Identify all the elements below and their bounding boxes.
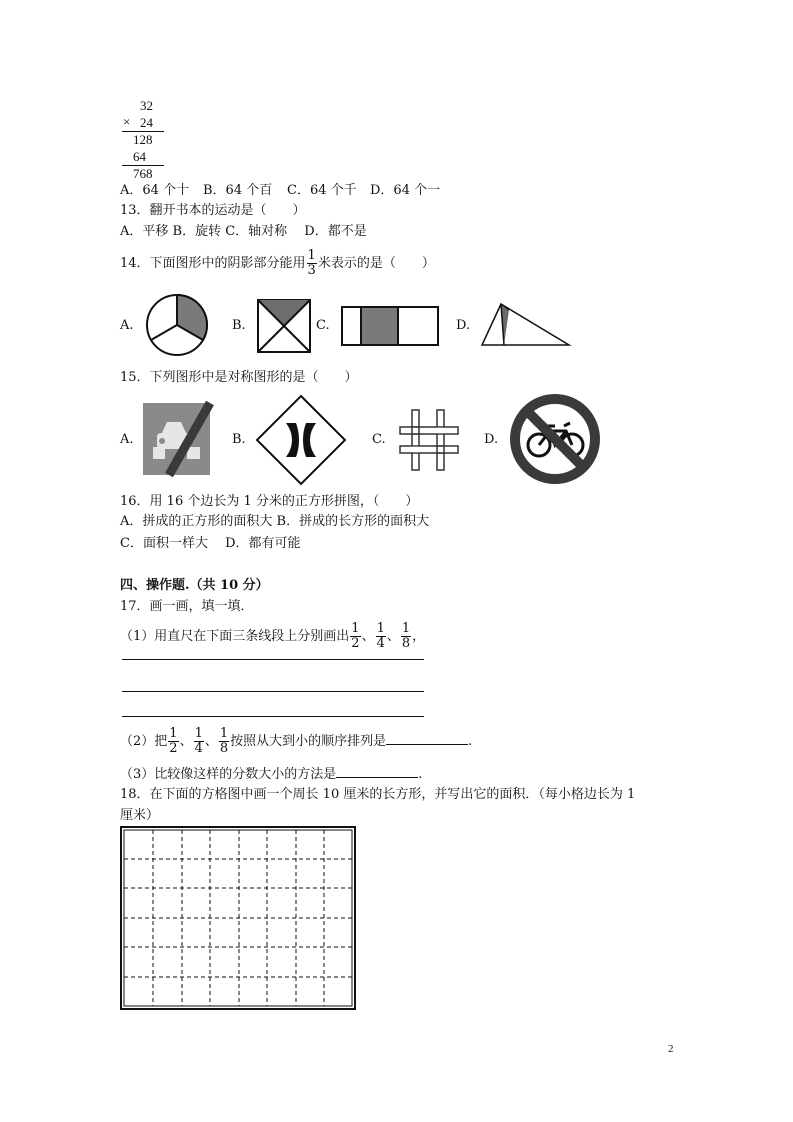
q14-figure-d-triangle (481, 302, 571, 348)
frac-den: 4 (376, 636, 385, 651)
q18-stem-line-2: 厘米） (120, 808, 160, 823)
q15-stem: 15．下列图形中是对称图形的是（ ） (120, 370, 358, 385)
frac-num: 1 (376, 621, 385, 636)
frac-num: 1 (351, 621, 360, 636)
separator: 、 (361, 629, 375, 644)
q14-fraction (307, 249, 317, 278)
q14-figure-a-circle (145, 294, 211, 356)
q12-option-c: C．64 个千 (287, 183, 357, 198)
frac-num: 1 (401, 621, 411, 636)
mult-second: 24 (140, 115, 153, 130)
q15-figure-a-no-overtaking-end-sign (143, 403, 210, 475)
frac-den: 4 (194, 741, 203, 756)
q16-options-line-1: A．拼成的正方形的面积大 B．拼成的长方形的面积大 (120, 514, 430, 529)
section-heading: 四、操作题.（共 10 分） (120, 578, 269, 593)
q17-stem: 17．画一画，填一填． (120, 599, 254, 614)
q17-part-2 (120, 724, 472, 760)
q18-grid[interactable] (120, 826, 356, 1010)
separator: 、 (179, 734, 193, 749)
q17-part-1-text: （1）用直尺在下面三条线段上分别画出 (120, 629, 350, 644)
frac-den: 2 (169, 741, 178, 756)
mult-operator: × (123, 114, 131, 129)
q18-stem-line-1: 18．在下面的方格图中画一个周长 10 厘米的长方形，并写出它的面积．（每小格边长为 1 (120, 787, 636, 802)
mult-top: 32 (140, 98, 153, 113)
q14-label-d: D. (456, 318, 471, 333)
comma: ， (412, 629, 426, 644)
q14-label-c: C. (316, 318, 330, 333)
q14-figure-b-square (257, 299, 311, 353)
frac-num: 1 (219, 726, 229, 741)
q15-figure-b-diamond-sign (256, 395, 346, 485)
q15-figure-d-no-bicycle-sign (509, 393, 601, 485)
q17-part-2-text-after: 按照从大到小的顺序排列是 (230, 734, 387, 749)
q16-stem: 16．用 16 个边长为 1 分米的正方形拼图，（ ） (120, 494, 419, 509)
q17-answer-blank-method[interactable] (336, 765, 418, 778)
mult-partial-2: 64 (133, 149, 146, 164)
q17-fraction-half (350, 622, 360, 651)
q14-label-b: B. (232, 318, 246, 333)
q15-label-b: B. (232, 432, 246, 447)
frac-num: 1 (194, 726, 203, 741)
mult-result: 768 (133, 166, 153, 181)
separator: 、 (204, 734, 218, 749)
q17-p2-fraction-quarter (194, 727, 204, 756)
frac-den: 8 (219, 741, 229, 756)
q14-frac-num: 1 (307, 248, 316, 263)
q17-part-3-text: （3）比较像这样的分数大小的方法是 (120, 767, 337, 782)
q12-option-b: B．64 个百 (203, 183, 273, 198)
q14-label-a: A. (120, 318, 134, 333)
separator: 、 (386, 629, 400, 644)
q14-stem-before: 14．下面图形中的阴影部分能用 (120, 256, 306, 271)
q15-label-d: D. (484, 432, 499, 447)
period: . (418, 767, 423, 782)
q13-stem: 13．翻开书本的运动是（ ） (120, 203, 306, 218)
q14-stem-after: 米表示的是（ ） (317, 256, 435, 271)
frac-den: 8 (401, 636, 411, 651)
q17-p2-fraction-half (168, 727, 178, 756)
q17-fraction-eighth (401, 622, 411, 651)
q14-frac-den: 3 (307, 263, 316, 278)
q12-option-a: A．64 个十 (120, 183, 190, 198)
q15-label-a: A. (120, 432, 134, 447)
q14-figure-c-rectangle (341, 306, 439, 346)
frac-num: 1 (169, 726, 178, 741)
q17-segment-2[interactable] (122, 691, 424, 692)
frac-den: 2 (351, 636, 360, 651)
q14-stem (120, 248, 435, 280)
q17-part-2-text: （2）把 (120, 734, 168, 749)
mult-partial-1: 128 (133, 132, 153, 147)
page-number: 2 (668, 1043, 674, 1055)
q16-options-line-2: C．面积一样大 D．都有可能 (120, 536, 301, 551)
q15-figure-c-hash-shape (398, 408, 460, 472)
q17-p2-fraction-eighth (219, 727, 229, 756)
period: . (468, 734, 473, 749)
q17-part-3 (120, 765, 422, 783)
q17-segment-1[interactable] (122, 659, 424, 660)
q13-options: A．平移 B．旋转 C．轴对称 D．都不是 (120, 224, 367, 239)
q17-segment-3[interactable] (122, 716, 424, 717)
q17-answer-blank-order[interactable] (386, 732, 468, 745)
q17-fraction-quarter (376, 622, 386, 651)
q15-label-c: C. (372, 432, 386, 447)
q17-part-1 (120, 619, 425, 655)
q12-option-d: D．64 个一 (370, 183, 441, 198)
